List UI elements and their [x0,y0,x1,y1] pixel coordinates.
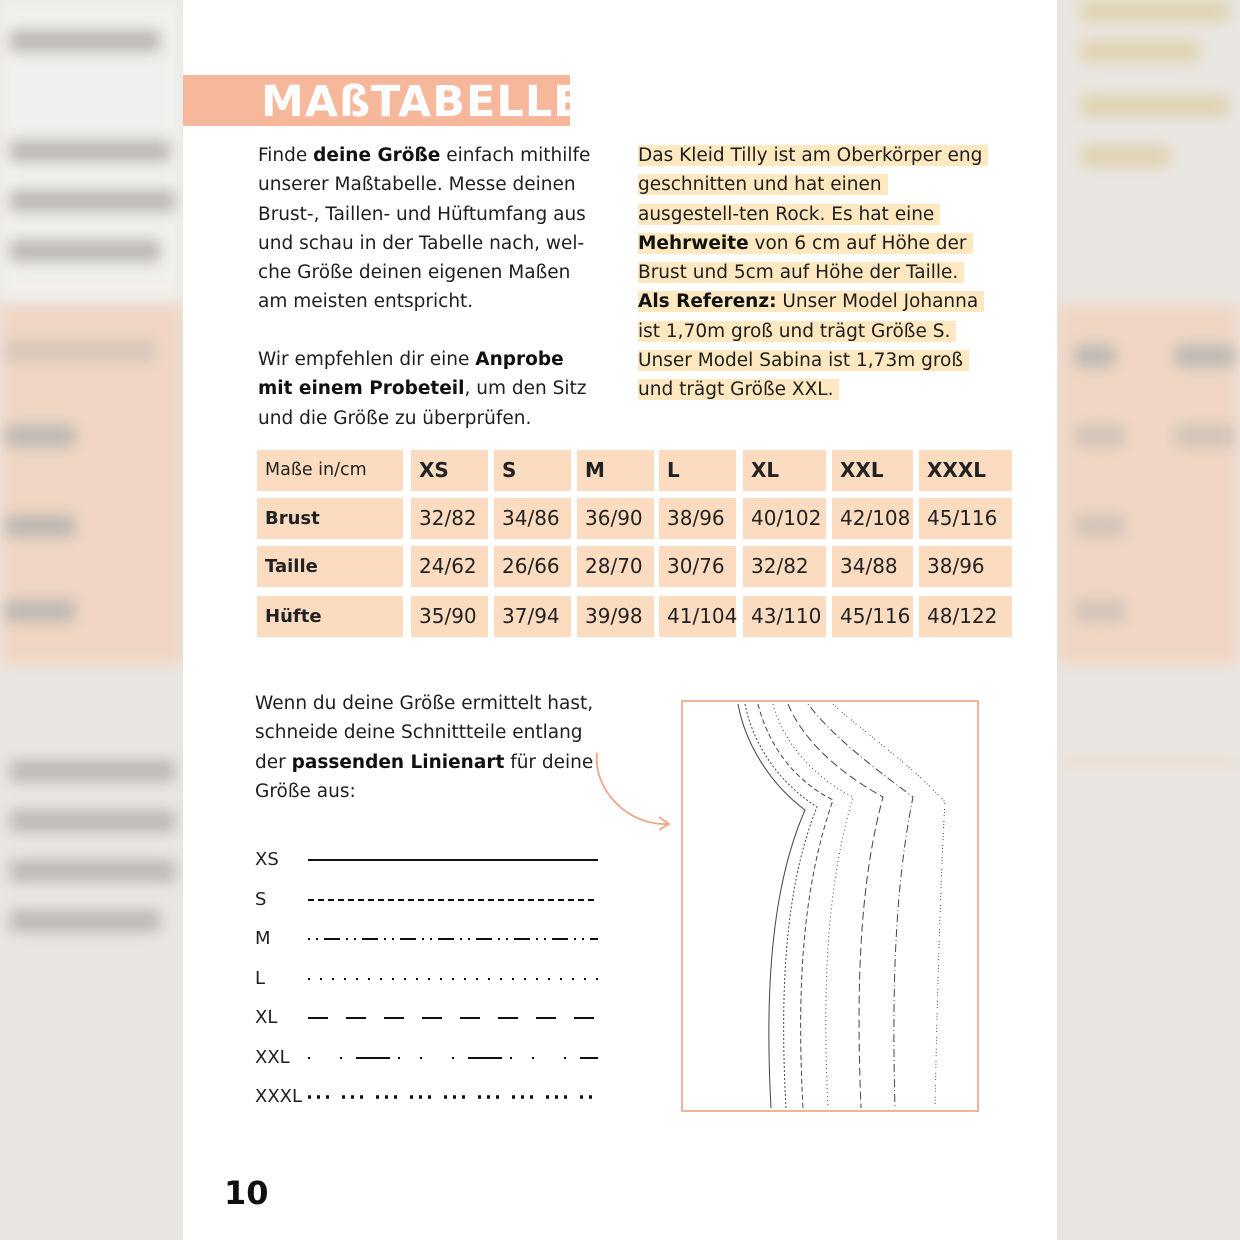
size-header-xl: XL [743,450,826,491]
table-cell: 42/108 [832,498,913,539]
text-span: Finde [258,145,314,166]
table-cell: 40/102 [743,498,826,539]
bold-text: Als Referenz: [638,291,777,313]
table-cell: 45/116 [919,498,1012,539]
legend-label-l: L [255,967,266,989]
intro-left-paragraph-2 [258,345,603,433]
table-cell: 43/110 [743,596,826,637]
table-cell: 28/70 [577,546,654,587]
table-cell: 39/98 [577,596,654,637]
cut-instruction-text [255,689,600,806]
table-cell: 32/82 [743,546,826,587]
pattern-lines-drawing [683,702,977,1110]
table-cell: 45/116 [832,596,913,637]
intro-left-paragraph-1 [258,141,603,317]
text-span: Wenn du deine Größe ermittelt hast, schneide deine Schnittteile entlang der [255,693,594,773]
table-unit-header: Maße in/cm [257,450,403,491]
table-cell: 38/96 [919,546,1012,587]
size-header-xxxl: XXXL [919,450,1012,491]
text-span: , um den Sitz und die Größe zu überprüfen. [258,378,587,429]
table-cell: 34/88 [832,546,913,587]
text-span: für deine Größe aus: [255,751,594,802]
intro-right-paragraph [638,141,983,405]
size-header-s: S [494,450,571,491]
row-label: Taille [257,546,403,587]
text-span: Wir empfehlen dir eine [258,349,476,370]
text-span: einfach mithilfe unserer Maßtabelle. Messe deinen Brust-, Taillen- und Hüftumfang aus und schau in der Tabelle nach, wel-che Größe deinen eigenen Maßen am meisten entspricht. [258,145,591,313]
bold-text: Mehrweite [638,232,749,254]
size-header-xs: XS [411,450,488,491]
table-cell: 26/66 [494,546,571,587]
legend-label-xxxl: XXXL [255,1086,303,1107]
table-cell: 34/86 [494,498,571,539]
legend-label-xs: XS [255,849,279,870]
table-cell: 41/104 [659,596,736,637]
size-header-xxl: XXL [832,450,913,491]
legend-label-m: M [255,928,271,949]
legend-line-xl [308,1008,603,1028]
bold-text: passenden Linienart [291,751,505,773]
table-cell: 32/82 [411,498,488,539]
text-span: von 6 cm auf Höhe der Brust und 5cm auf Höhe der Taille. [638,232,967,284]
table-cell: 38/96 [659,498,736,539]
size-header-l: L [659,450,736,491]
legend-line-xxxl [308,1087,603,1107]
text-span: Unser Model Johanna ist 1,70m groß und trägt Größe S. Unser Model Sabina ist 1,73m groß und trägt Größe XXL. [638,291,979,401]
pattern-illustration [681,700,979,1112]
curved-arrow-icon [588,750,678,840]
bold-text: Anprobe mit einem Probeteil [258,349,564,400]
table-cell: 35/90 [411,596,488,637]
bold-text: deine Größe [313,145,441,166]
legend-line-xs [308,850,603,870]
legend-label-xxl: XXL [255,1046,290,1068]
page-number: 10 [224,1174,269,1212]
document-page [183,0,1057,1240]
legend-line-s [308,890,603,910]
legend-line-m [308,929,603,949]
legend-label-xl: XL [255,1007,278,1028]
legend-line-xxl [308,1048,603,1068]
row-label: Hüfte [257,596,403,637]
size-header-m: M [577,450,654,491]
table-cell: 37/94 [494,596,571,637]
table-cell: 48/122 [919,596,1012,637]
table-cell: 24/62 [411,546,488,587]
page-title: MAßTABELLE [261,77,584,127]
legend-line-l [308,969,603,989]
table-cell: 30/76 [659,546,736,587]
row-label: Brust [257,498,403,539]
text-span: Das Kleid Tilly ist am Oberkörper eng geschnitten und hat einen ausgestell-ten Rock. Es hat eine [638,145,983,225]
table-cell: 36/90 [577,498,654,539]
legend-label-s: S [255,888,267,910]
